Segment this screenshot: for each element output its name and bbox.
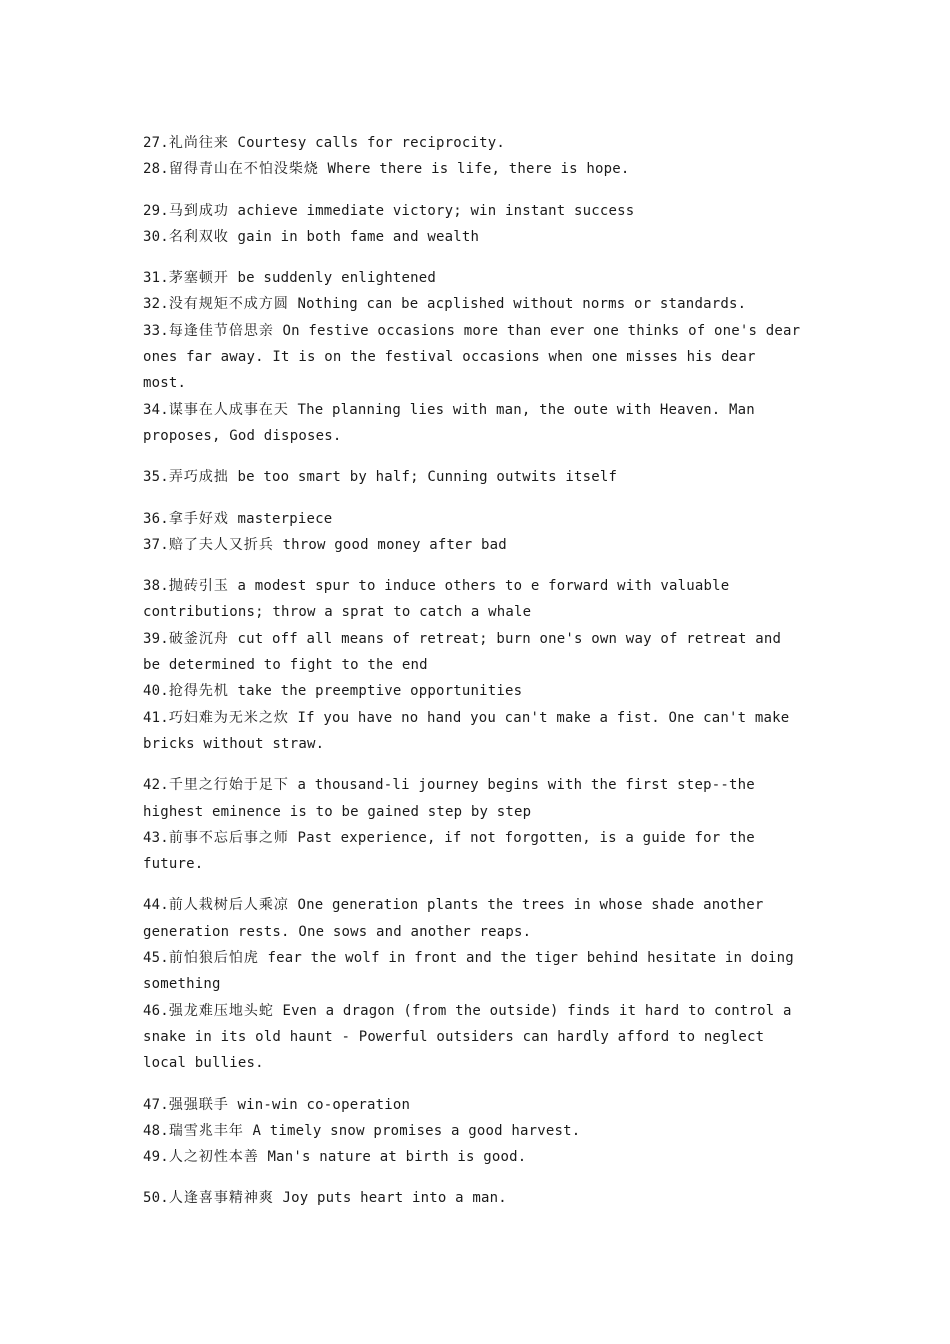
english-translation: fear the wolf in front and the tiger behind hesitate in doing something xyxy=(143,950,794,993)
idiom-entry xyxy=(143,156,803,182)
chinese-idiom: 拿手好戏 xyxy=(168,510,229,527)
entry-number: 45. xyxy=(143,950,169,967)
chinese-idiom: 前怕狼后怕虎 xyxy=(168,950,259,967)
idiom-entry xyxy=(143,998,803,1077)
document-page xyxy=(143,130,803,1227)
english-translation: a thousand-li journey begins with the first step--the highest eminence is to be gained step by step xyxy=(143,777,755,820)
english-translation: If you have no hand you can't make a fist. One can't make bricks without straw. xyxy=(143,709,790,752)
english-translation: Courtesy calls for reciprocity. xyxy=(228,135,506,151)
english-translation: be too smart by half; Cunning outwits itself xyxy=(228,469,618,486)
english-translation: masterpiece xyxy=(228,510,333,527)
english-translation: take the preemptive opportunities xyxy=(228,683,523,700)
entry-number: 36. xyxy=(143,510,169,527)
chinese-idiom: 茅塞顿开 xyxy=(168,270,229,287)
chinese-idiom: 马到成功 xyxy=(168,202,229,219)
entry-number: 30. xyxy=(143,228,169,245)
entry-number: 43. xyxy=(143,829,169,846)
entry-number: 28. xyxy=(143,161,169,178)
idiom-entry xyxy=(143,705,803,758)
idiom-group xyxy=(143,506,803,559)
idiom-group xyxy=(143,265,803,449)
idiom-entry xyxy=(143,1185,803,1211)
english-translation: Past experience, if not forgotten, is a guide for the future. xyxy=(143,829,755,873)
entry-number: 32. xyxy=(143,296,169,313)
chinese-idiom: 强龙难压地头蛇 xyxy=(168,1002,274,1019)
chinese-idiom: 赔了夫人又折兵 xyxy=(168,536,274,553)
chinese-idiom: 前事不忘后事之师 xyxy=(168,829,289,846)
idiom-entry xyxy=(143,532,803,558)
english-translation: On festive occasions more than ever one thinks of one's dear ones far away. It is on the festival occasions when one misses his dear most. xyxy=(143,322,801,392)
chinese-idiom: 礼尚往来 xyxy=(168,135,229,151)
idiom-entry xyxy=(143,825,803,878)
english-translation: cut off all means of retreat; burn one's own way of retreat and be determined to fight to the end xyxy=(143,630,782,674)
english-translation: A timely snow promises a good harvest. xyxy=(243,1122,581,1139)
entry-number: 47. xyxy=(143,1096,169,1113)
chinese-idiom: 谋事在人成事在天 xyxy=(168,401,289,418)
idiom-entry xyxy=(143,464,803,490)
english-translation: Man's nature at birth is good. xyxy=(258,1149,527,1166)
idiom-entry xyxy=(143,892,803,945)
english-translation: Even a dragon (from the outside) finds it hard to control a snake in its old haunt - Powerful outsiders can hardly afford to neglect local bullies. xyxy=(143,1002,792,1072)
idiom-group xyxy=(143,892,803,1076)
english-translation: Nothing can be acplished without norms or standards. xyxy=(288,296,747,313)
entry-number: 40. xyxy=(143,683,169,700)
idiom-entry xyxy=(143,1118,803,1144)
chinese-idiom: 人逢喜事精神爽 xyxy=(168,1190,274,1207)
entry-number: 34. xyxy=(143,401,169,418)
idiom-entry xyxy=(143,318,803,397)
entry-number: 38. xyxy=(143,578,169,595)
idiom-entry xyxy=(143,198,803,224)
idiom-entry xyxy=(143,1144,803,1170)
english-translation: throw good money after bad xyxy=(273,536,507,553)
chinese-idiom: 强强联手 xyxy=(168,1096,229,1113)
idiom-entry xyxy=(143,573,803,626)
english-translation: achieve immediate victory; win instant success xyxy=(228,202,635,219)
entry-number: 33. xyxy=(143,322,169,339)
entry-number: 42. xyxy=(143,777,169,794)
chinese-idiom: 千里之行始于足下 xyxy=(168,777,289,794)
idiom-entry xyxy=(143,265,803,291)
chinese-idiom: 没有规矩不成方圆 xyxy=(168,296,289,313)
chinese-idiom: 巧妇难为无米之炊 xyxy=(168,709,289,726)
english-translation: win-win co-operation xyxy=(228,1096,411,1113)
idiom-group xyxy=(143,198,803,251)
idiom-entry xyxy=(143,1092,803,1118)
idiom-group xyxy=(143,1092,803,1171)
english-translation: One generation plants the trees in whose shade another generation rests. One sows and another reaps. xyxy=(143,897,764,940)
english-translation: gain in both fame and wealth xyxy=(228,228,480,245)
entry-number: 49. xyxy=(143,1149,169,1166)
entry-number: 27. xyxy=(143,135,169,151)
idiom-group xyxy=(143,130,803,183)
entry-number: 31. xyxy=(143,270,169,287)
idiom-entry xyxy=(143,678,803,704)
idiom-entry xyxy=(143,626,803,679)
idiom-entry xyxy=(143,224,803,250)
chinese-idiom: 留得青山在不怕没柴烧 xyxy=(168,161,319,178)
english-translation: Joy puts heart into a man. xyxy=(273,1190,507,1207)
english-translation: The planning lies with man, the oute with Heaven. Man proposes, God disposes. xyxy=(143,401,755,444)
chinese-idiom: 抛砖引玉 xyxy=(168,578,229,595)
idiom-entry xyxy=(143,506,803,532)
entry-number: 41. xyxy=(143,709,169,726)
chinese-idiom: 弄巧成拙 xyxy=(168,469,229,486)
entry-number: 50. xyxy=(143,1190,169,1207)
english-translation: be suddenly enlightened xyxy=(228,270,436,287)
idiom-group xyxy=(143,1185,803,1211)
chinese-idiom: 前人栽树后人乘凉 xyxy=(168,897,289,914)
chinese-idiom: 破釜沉舟 xyxy=(168,630,229,647)
entry-number: 46. xyxy=(143,1002,169,1019)
idiom-entry xyxy=(143,397,803,450)
chinese-idiom: 抢得先机 xyxy=(168,683,229,700)
idiom-entry xyxy=(143,945,803,998)
chinese-idiom: 每逢佳节倍思亲 xyxy=(168,322,274,339)
english-translation: a modest spur to induce others to e forward with valuable contributions; throw a sprat to catch a whale xyxy=(143,578,730,621)
idiom-group xyxy=(143,464,803,490)
idiom-entry xyxy=(143,130,803,156)
english-translation: Where there is life, there is hope. xyxy=(318,161,630,178)
entry-number: 48. xyxy=(143,1122,169,1139)
entry-number: 44. xyxy=(143,897,169,914)
entry-number: 39. xyxy=(143,630,169,647)
entry-number: 29. xyxy=(143,202,169,219)
chinese-idiom: 人之初性本善 xyxy=(168,1149,259,1166)
idiom-group xyxy=(143,573,803,757)
chinese-idiom: 瑞雪兆丰年 xyxy=(168,1122,244,1139)
idiom-entry xyxy=(143,291,803,317)
entry-number: 35. xyxy=(143,469,169,486)
idiom-group xyxy=(143,772,803,877)
idiom-entry xyxy=(143,772,803,825)
chinese-idiom: 名利双收 xyxy=(168,228,229,245)
entry-number: 37. xyxy=(143,536,169,553)
